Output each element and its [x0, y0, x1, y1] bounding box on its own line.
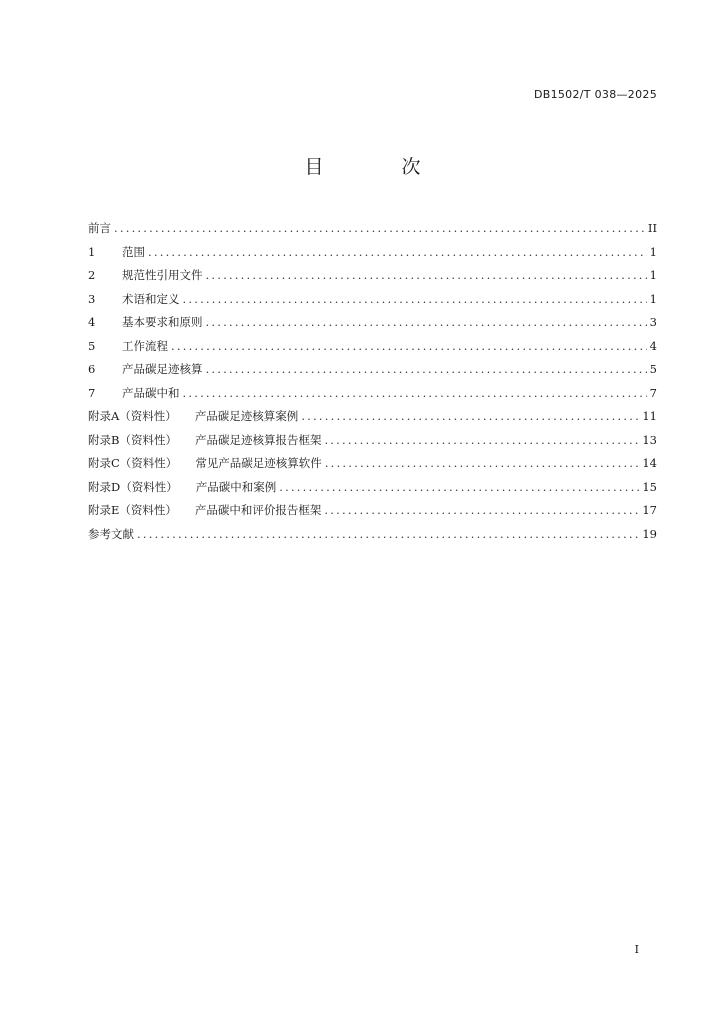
toc-entry-label: 附录C（资料性） 常见产品碳足迹核算软件: [88, 456, 322, 470]
toc-entry-appendix-d[interactable]: [88, 479, 657, 503]
toc-leader-dots: [206, 362, 647, 376]
toc-leader-dots: [137, 527, 639, 541]
toc-entry-page: 3: [649, 315, 657, 329]
toc-entry-page: 19: [642, 526, 657, 541]
toc-entry-bibliography[interactable]: [88, 526, 657, 550]
toc-leader-dots: [279, 480, 639, 494]
toc-entry-scope[interactable]: [88, 244, 657, 268]
toc-entry-page: 7: [649, 385, 657, 400]
toc-entry-label: 4 基本要求和原则: [88, 315, 203, 329]
toc-entry-page: 11: [642, 409, 657, 423]
toc-entry-label: 7 产品碳中和: [88, 385, 180, 400]
toc-entry-page: 17: [642, 503, 657, 517]
toc-title: 目 次: [304, 156, 457, 178]
toc-leader-dots: [114, 221, 645, 235]
toc-leader-dots: [324, 433, 639, 447]
toc-entry-page: 1: [649, 244, 657, 259]
toc-entry-basic-requirements[interactable]: [88, 314, 657, 338]
toc-entry-label: 附录B（资料性） 产品碳足迹核算报告框架: [88, 432, 322, 447]
toc-entry-appendix-e[interactable]: [88, 502, 657, 526]
toc-entry-label: 5 工作流程: [88, 338, 168, 353]
toc-leader-dots: [301, 409, 639, 423]
toc-entry-page: 4: [649, 338, 657, 353]
toc-entry-label: 6 产品碳足迹核算: [88, 362, 203, 376]
toc-entry-appendix-b[interactable]: [88, 432, 657, 456]
toc-entry-label: 附录A（资料性） 产品碳足迹核算案例: [88, 409, 299, 423]
toc-leader-dots: [148, 245, 647, 259]
toc-entry-label: 附录E（资料性） 产品碳中和评价报告框架: [88, 503, 322, 517]
toc-entry-page: 15: [642, 479, 657, 494]
toc-entry-page: 14: [642, 456, 657, 470]
toc-leader-dots: [206, 268, 647, 282]
toc-entry-label: 1 范围: [88, 244, 145, 259]
toc-entry-label: 参考文献: [88, 526, 134, 541]
toc-entry-normative-references[interactable]: [88, 267, 657, 291]
toc-entry-page: 1: [649, 291, 657, 306]
toc-leader-dots: [183, 386, 647, 400]
toc-entry-label: 附录D（资料性） 产品碳中和案例: [88, 479, 277, 494]
toc-entry-carbon-footprint-accounting[interactable]: [88, 361, 657, 385]
toc-entry-label: 2 规范性引用文件: [88, 268, 203, 282]
toc-entry-page: 5: [649, 362, 657, 376]
toc-entry-terms-definitions[interactable]: [88, 291, 657, 315]
toc-entry-foreword[interactable]: [88, 220, 657, 244]
document-code: DB1502/T 038—2025: [533, 88, 657, 101]
toc-entry-appendix-a[interactable]: [88, 408, 657, 432]
toc-entry-carbon-neutrality[interactable]: [88, 385, 657, 409]
toc-entry-label: 3 术语和定义: [88, 291, 180, 306]
toc-leader-dots: [206, 315, 647, 329]
toc-leader-dots: [183, 292, 647, 306]
toc-leader-dots: [171, 339, 647, 353]
toc-leader-dots: [325, 456, 640, 470]
toc-entry-workflow[interactable]: [88, 338, 657, 362]
toc-entry-page: 13: [642, 432, 657, 447]
page-number: I: [634, 943, 639, 956]
toc-entry-label: 前言: [88, 221, 111, 235]
toc-leader-dots: [324, 503, 639, 517]
toc-entry-appendix-c[interactable]: [88, 455, 657, 479]
toc-entry-page: 1: [649, 268, 657, 282]
toc-entry-page: II: [647, 221, 657, 235]
table-of-contents: [88, 220, 657, 549]
